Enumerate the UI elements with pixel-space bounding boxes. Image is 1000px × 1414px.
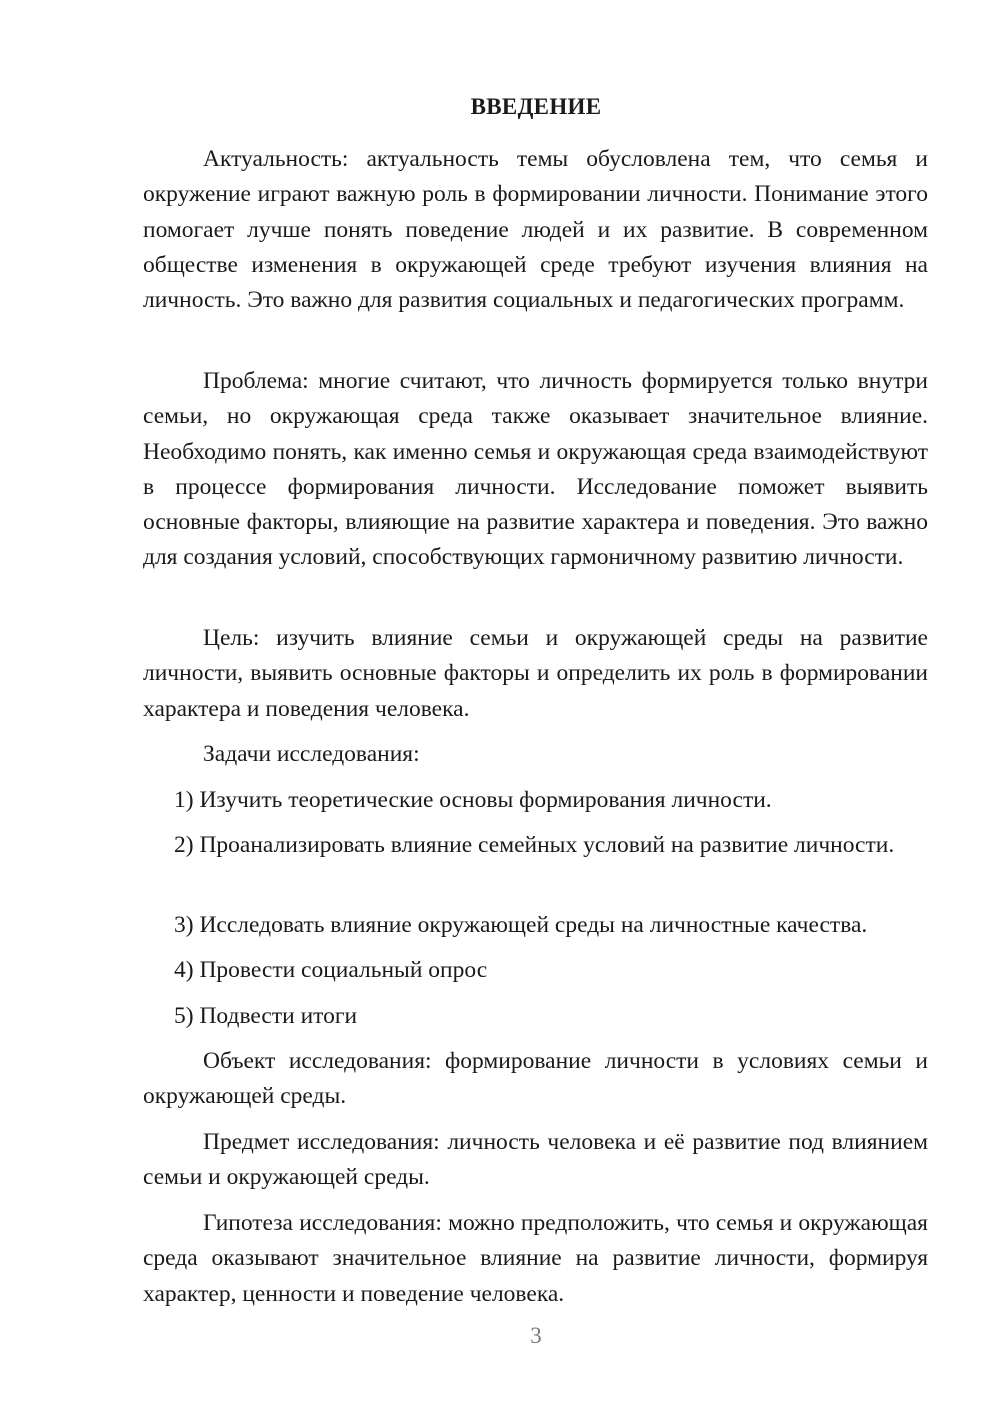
relevance-paragraph: Актуальность: актуальность темы обусловлена тем, что семья и окружение играют важную роль в формировании личности. Понимание этого помогает лучше понять поведение людей и их развитие. В современном обществе изменения в окружающей среде требуют изучения влияния на личность. Это важно для развития социальных и педагогических программ. bbox=[143, 146, 928, 314]
subject-paragraph: Предмет исследования: личность человека и её развитие под влиянием семьи и окружающей среды. bbox=[143, 1129, 928, 1191]
goal-paragraph: Цель: изучить влияние семьи и окружающей среды на развитие личности, выявить основные факторы и определить их роль в формировании характера и поведения человека. bbox=[143, 625, 928, 722]
page-number: 3 bbox=[530, 1323, 542, 1348]
section-title: ВВЕДЕНИЕ bbox=[470, 94, 602, 119]
task-item: 2) Проанализировать влияние семейных условий на развитие личности. bbox=[174, 832, 895, 858]
tasks-heading: Задачи исследования: bbox=[203, 741, 420, 767]
task-item: 3) Исследовать влияние окружающей среды на личностные качества. bbox=[174, 912, 868, 938]
object-paragraph: Объект исследования: формирование личности в условиях семьи и окружающей среды. bbox=[143, 1048, 928, 1110]
problem-paragraph: Проблема: многие считают, что личность формируется только внутри семьи, но окружающая среда также оказывает значительное влияние. Необходимо понять, как именно семья и окружающая среда взаимодействуют в процессе формирования личности. Исследование поможет выявить основные факторы, влияющие на развитие характера и поведения. Это важно для создания условий, способствующих гармоничному развитию личности. bbox=[143, 368, 928, 571]
hypothesis-paragraph: Гипотеза исследования: можно предположить, что семья и окружающая среда оказывают значительное влияние на развитие личности, формируя характер, ценности и поведение человека. bbox=[143, 1210, 928, 1307]
task-item: 5) Подвести итоги bbox=[174, 1003, 358, 1029]
task-item: 4) Провести социальный опрос bbox=[174, 957, 488, 983]
task-item: 1) Изучить теоретические основы формирования личности. bbox=[174, 787, 772, 813]
